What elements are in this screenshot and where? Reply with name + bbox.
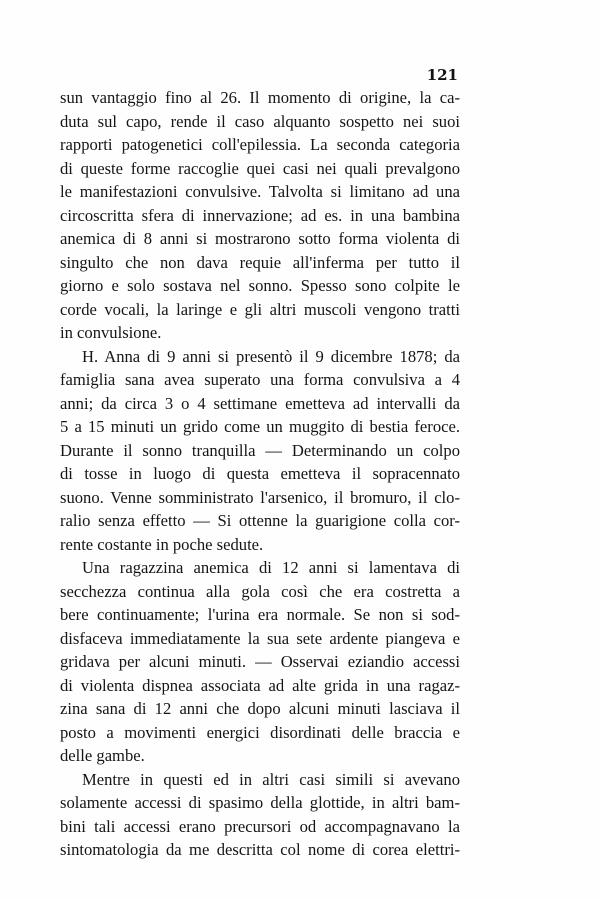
text-line: duta sul capo, rende il caso alquanto sospetto nei suoi bbox=[60, 111, 460, 131]
text-line: in convulsione. bbox=[60, 323, 162, 342]
paragraph-3 bbox=[60, 556, 460, 768]
text-line: disfaceva immediatamente la sua sete ardente piangeva e bbox=[60, 628, 460, 648]
text-line: posto a movimenti energici disordinati delle braccia e bbox=[60, 722, 460, 742]
text-line: rapporti patogenetici coll'epilessia. La seconda categoria bbox=[60, 135, 460, 154]
text-line: famiglia sana avea superato una forma convulsiva a 4 bbox=[60, 370, 460, 389]
text-line: delle gambe. bbox=[60, 746, 145, 765]
text-line: giorno e solo sostava nel sonno. Spesso sono colpite le bbox=[60, 276, 460, 295]
text-line: bere continuamente; l'urina era normale. Se non si sod- bbox=[60, 605, 460, 624]
text-line: H. Anna di 9 anni si presentò il 9 dicembre 1878; da bbox=[82, 346, 460, 366]
text-line: anemica di 8 anni si mostrarono sotto forma violenta di bbox=[60, 229, 460, 248]
text-line: secchezza continua alla gola così che era costretta a bbox=[60, 581, 460, 601]
text-line: zina sana di 12 anni che dopo alcuni minuti lasciava il bbox=[60, 699, 460, 718]
text-line: di tosse in luogo di questa emetteva il sopracennato bbox=[60, 464, 460, 483]
text-line: bini tali accessi erano precursori od accompagnavano la bbox=[60, 816, 460, 836]
text-line: 5 a 15 minuti un grido come un muggito di bestia feroce. bbox=[60, 417, 460, 436]
page-number: 121 bbox=[426, 66, 458, 84]
text-line: suono. Venne somministrato l'arsenico, il bromuro, il clo- bbox=[60, 487, 460, 507]
text-line: circoscritta sfera di innervazione; ad es. in una bambina bbox=[60, 205, 460, 225]
body-text bbox=[60, 86, 460, 862]
text-line: Una ragazzina anemica di 12 anni si lamentava di bbox=[82, 558, 460, 577]
text-line: rente costante in poche sedute. bbox=[60, 534, 264, 554]
text-line: sintomatologia da me descritta col nome di corea elettri- bbox=[60, 840, 460, 859]
text-line: Durante il sonno tranquilla — Determinando un colpo bbox=[60, 440, 460, 460]
text-line: Mentre in questi ed in altri casi simili si avevano bbox=[82, 769, 460, 789]
text-line: solamente accessi di spasimo della glottide, in altri bam- bbox=[60, 793, 460, 812]
text-line: di violenta dispnea associata ad alte grida in una ragaz- bbox=[60, 675, 460, 695]
paragraph-2 bbox=[60, 345, 460, 557]
text-line: gridava per alcuni minuti. — Osservai eziandio accessi bbox=[60, 652, 460, 671]
text-line: anni; da circa 3 o 4 settimane emetteva ad intervalli da bbox=[60, 393, 460, 413]
paragraph-1 bbox=[60, 86, 460, 345]
text-line: di queste forme raccoglie quei casi nei quali prevalgono bbox=[60, 158, 460, 178]
text-line: singulto che non dava requie all'inferma per tutto il bbox=[60, 252, 460, 272]
text-line: sun vantaggio fino al 26. Il momento di origine, la ca- bbox=[60, 88, 460, 107]
text-line: corde vocali, la laringe e gli altri muscoli vengono tratti bbox=[60, 299, 460, 319]
text-line: ralio senza effetto — Si ottenne la guarigione colla cor- bbox=[60, 511, 460, 530]
paragraph-4 bbox=[60, 768, 460, 862]
text-line: le manifestazioni convulsive. Talvolta si limitano ad una bbox=[60, 182, 460, 201]
